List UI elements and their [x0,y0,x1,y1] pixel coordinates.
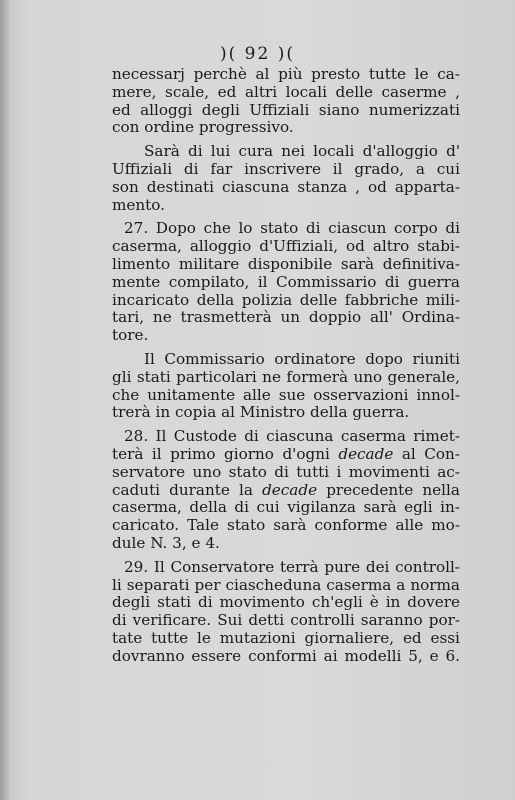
text-line: servatore uno stato di tutti i movimenti ac- [112,462,460,481]
paragraph [112,559,460,666]
text-line: che unitamente alle sue osservazioni innol- [112,385,460,404]
text-line: caserma, della di cui vigilanza sarà egli in- [112,498,460,517]
text-line: tore. [112,326,149,345]
text-line: tate tutte le mutazioni giornaliere, ed essi [112,628,460,647]
text-line: dule N. 3, e 4. [112,533,220,552]
text-line: caricato. Tale stato sarà conforme alle mo- [112,516,460,535]
paragraph [112,351,460,422]
text-line: 27. Dopo che lo stato di ciascun corpo di [124,219,460,238]
text-line: terà il primo giorno d'ogni decade al Con- [112,444,460,463]
text-line: mere, scale, ed altri locali delle caserme , [112,82,460,101]
text-line: trerà in copia al Ministro della guerra. [112,403,410,422]
page-body-text [112,66,460,666]
text-line: caserma, alloggio d'Uffiziali, od altro stabi- [112,237,460,256]
text-line: son destinati ciascuna stanza , od apparta- [112,177,460,196]
page-binding-edge [0,0,10,800]
text-line: limento militare disponibile sarà definitiva- [112,254,460,273]
paragraph [112,66,460,137]
text-line: Sarà di lui cura nei locali d'alloggio d' [144,142,460,161]
text-line: Uffiziali di far inscrivere il grado, a cui [112,159,460,178]
text-line: 29. Il Conservatore terrà pure dei controll- [124,557,460,576]
text-line: ed alloggi degli Uffiziali siano numerizzati [112,100,460,119]
text-line: mento. [112,195,165,214]
text-line: caduti durante la decade precedente nella [112,480,460,499]
text-line: degli stati di movimento ch'egli è in dovere [112,593,460,612]
text-line: dovranno essere conformi ai modelli 5, e 6. [112,646,460,665]
paragraph [112,428,460,553]
paragraph [112,220,460,345]
text-line: gli stati particolari ne formerà uno generale, [112,367,460,386]
text-line: li separati per ciascheduna caserma a norma [112,575,460,594]
text-line: di verificare. Sui detti controlli saranno por- [112,611,460,630]
paragraph [112,143,460,214]
text-line: 28. Il Custode di ciascuna caserma rimet- [124,427,460,446]
text-line: incaricato della polizia delle fabbriche mili- [112,290,460,309]
page-number: )( 92 )( [220,44,295,64]
text-line: con ordine progressivo. [112,118,294,137]
text-line: mente compilato, il Commissario di guerra [112,272,460,291]
text-line: Il Commissario ordinatore dopo riuniti [144,349,460,368]
text-line: necessarj perchè al più presto tutte le ca- [112,65,460,83]
text-line: tari, ne trasmetterà un doppio all' Ordina- [112,308,460,327]
